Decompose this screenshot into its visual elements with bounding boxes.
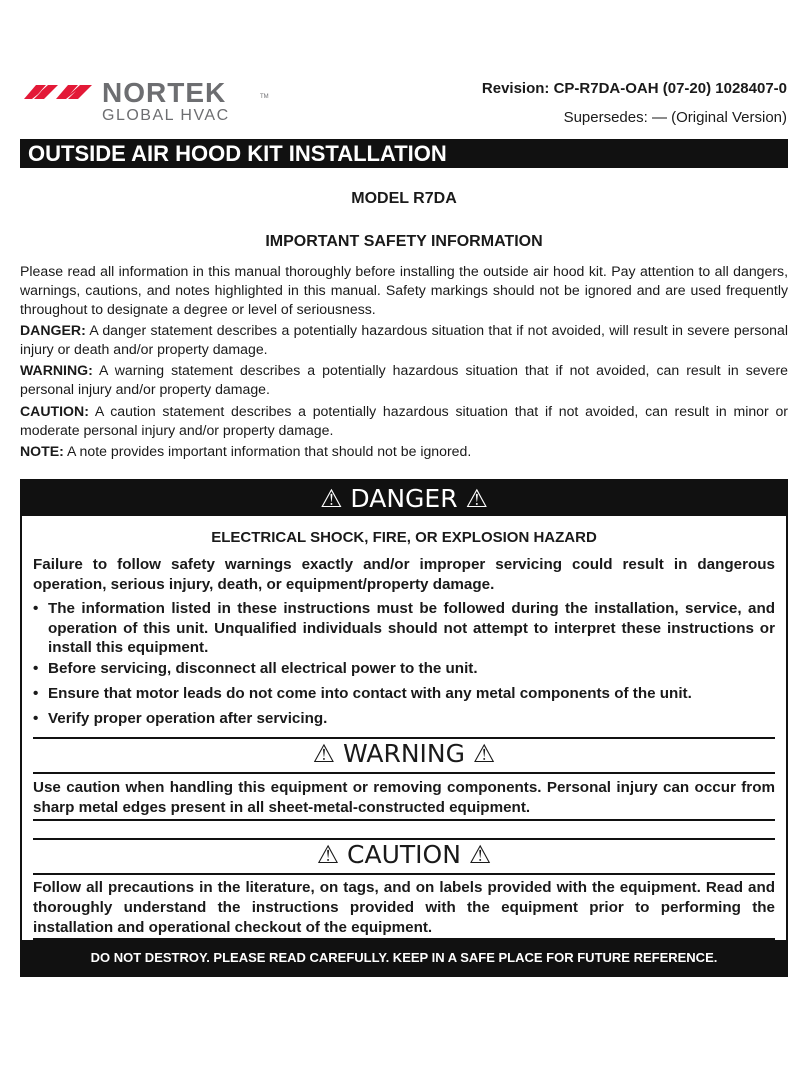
danger-bullet: • Ensure that motor leads do not come into contact with any metal components of the unit. bbox=[33, 684, 775, 704]
warning-definition bbox=[20, 361, 788, 399]
revision-number: Revision: CP-R7DA-OAH (07-20) 1028407-0 bbox=[481, 80, 787, 97]
danger-bullet: • The information listed in these instructions must be followed during the installation, service, and operation of this unit. Unqualified individuals should not attempt to interpret these instructions or install this equipment. bbox=[33, 599, 775, 658]
safety-heading: IMPORTANT SAFETY INFORMATION bbox=[265, 233, 543, 250]
supersedes-note: Supersedes: — (Original Version) bbox=[563, 109, 787, 126]
danger-definition-text: A danger statement describes a potentially hazardous situation that if not avoided, will result in severe personal injury or death and/or property damage. bbox=[20, 322, 788, 357]
danger-label: DANGER: bbox=[20, 322, 86, 338]
divider-line bbox=[33, 819, 775, 821]
danger-header: ⚠ DANGER ⚠ bbox=[22, 481, 786, 516]
title-bar bbox=[20, 139, 788, 168]
caution-text: Follow all precautions in the literature, on tags, and on labels provided with the equipment. Read and thoroughly understand the instructions provided with the equipment prior to performing the installation and operational checkout of the equipment. bbox=[33, 879, 775, 936]
caution-definition-text: A caution statement describes a potentially hazardous situation that if not avoided, can result in minor or moderate personal injury and/or property damage. bbox=[20, 403, 788, 438]
document-title: OUTSIDE AIR HOOD KIT INSTALLATION bbox=[28, 141, 447, 166]
logo-trademark: TM bbox=[260, 94, 269, 100]
divider-line bbox=[33, 772, 775, 774]
intro-paragraph: Please read all information in this manual thoroughly before installing the outside air hood kit. Pay attention to all dangers, warnings, cautions, and notes highlighted in this manual. Safety markings should not be ignored and are used frequently throughout to designate a degree or level of seriousness. bbox=[20, 263, 788, 317]
caution-header: ⚠ CAUTION ⚠ bbox=[316, 840, 492, 869]
danger-bullet: • Before servicing, disconnect all electrical power to the unit. bbox=[33, 659, 775, 679]
safety-warning-box bbox=[20, 479, 788, 977]
danger-definition bbox=[20, 321, 788, 359]
nortek-swoosh-icon bbox=[22, 81, 100, 103]
note-definition bbox=[20, 442, 788, 461]
note-label: NOTE: bbox=[20, 443, 64, 459]
note-definition-text: A note provides important information that should not be ignored. bbox=[63, 443, 472, 459]
warning-text: Use caution when handling this equipment or removing components. Personal injury can occur from sharp metal edges present in all sheet-metal-constructed equipment. bbox=[33, 779, 775, 816]
warning-definition-text: A warning statement describes a potentially hazardous situation that if not avoided, can result in severe personal injury and/or property damage. bbox=[20, 362, 788, 397]
danger-bullet: • Verify proper operation after servicing. bbox=[33, 709, 775, 729]
logo-wordmark: NORTEK bbox=[102, 77, 227, 108]
warning-label: WARNING: bbox=[20, 362, 93, 378]
caution-definition bbox=[20, 402, 788, 440]
footer-notice: DO NOT DESTROY. PLEASE READ CAREFULLY. KEEP IN A SAFE PLACE FOR FUTURE REFERENCE. bbox=[22, 940, 786, 975]
caution-label: CAUTION: bbox=[20, 403, 89, 419]
logo-subtitle: GLOBAL HVAC bbox=[102, 107, 230, 124]
divider-line bbox=[33, 873, 775, 875]
model-heading: MODEL R7DA bbox=[351, 190, 457, 207]
danger-lead-text: Failure to follow safety warnings exactly and/or improper servicing could result in dangerous operation, serious injury, death, or equipment/property damage. bbox=[33, 556, 775, 593]
hazard-title: ELECTRICAL SHOCK, FIRE, OR EXPLOSION HAZARD bbox=[211, 529, 597, 546]
nortek-logo bbox=[22, 78, 272, 128]
warning-header: ⚠ WARNING ⚠ bbox=[312, 739, 496, 768]
